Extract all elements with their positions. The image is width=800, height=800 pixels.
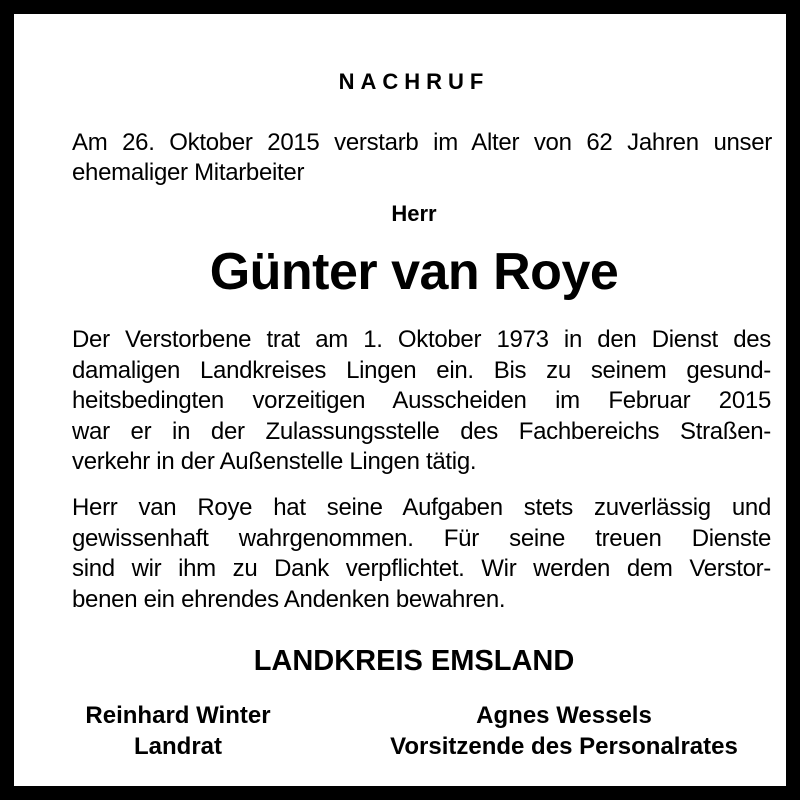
signatory-name: Agnes Wessels xyxy=(476,702,652,729)
signatory-left xyxy=(62,700,294,762)
paragraph-line: gewissenhaft wahrgenommen. Für seine treuen Dienste xyxy=(72,524,771,552)
organization-name: LANDKREIS EMSLAND xyxy=(253,645,575,677)
notice-heading: NACHRUF xyxy=(338,69,490,94)
paragraph-line: heitsbedingten vorzeitigen Ausscheiden im Februar 2015 xyxy=(72,387,771,414)
deceased-name: Günter van Roye xyxy=(209,243,619,301)
intro-line: ehemaliger Mitarbeiter xyxy=(72,159,305,186)
paragraph-line: damaligen Landkreises Lingen ein. Bis zu seinem gesund- xyxy=(72,356,771,384)
paragraph-line: benen ein ehrendes Andenken bewahren. xyxy=(72,585,506,613)
intro-line: Am 26. Oktober 2015 verstarb im Alter von 62 Jahren unser xyxy=(72,129,772,156)
salutation: Herr xyxy=(391,201,437,226)
career-paragraph xyxy=(72,325,771,478)
signatory-title: Vorsitzende des Personalrates xyxy=(390,733,738,760)
intro-text xyxy=(72,128,772,188)
paragraph-line: Der Verstorbene trat am 1. Oktober 1973 in den Dienst des xyxy=(72,326,771,353)
paragraph-line: sind wir ihm zu Dank verpflichtet. Wir werden dem Verstor- xyxy=(72,555,771,582)
signatory-title: Landrat xyxy=(133,733,222,760)
signatory-right xyxy=(366,700,762,762)
paragraph-line: Herr van Roye hat seine Aufgaben stets zuverlässig und xyxy=(72,494,771,521)
signatory-name: Reinhard Winter xyxy=(85,702,271,729)
paragraph-line: war er in der Zulassungsstelle des Fachbereichs Straßen- xyxy=(72,417,771,445)
paragraph-line: verkehr in der Außenstelle Lingen tätig. xyxy=(72,448,477,475)
tribute-paragraph xyxy=(72,493,771,615)
